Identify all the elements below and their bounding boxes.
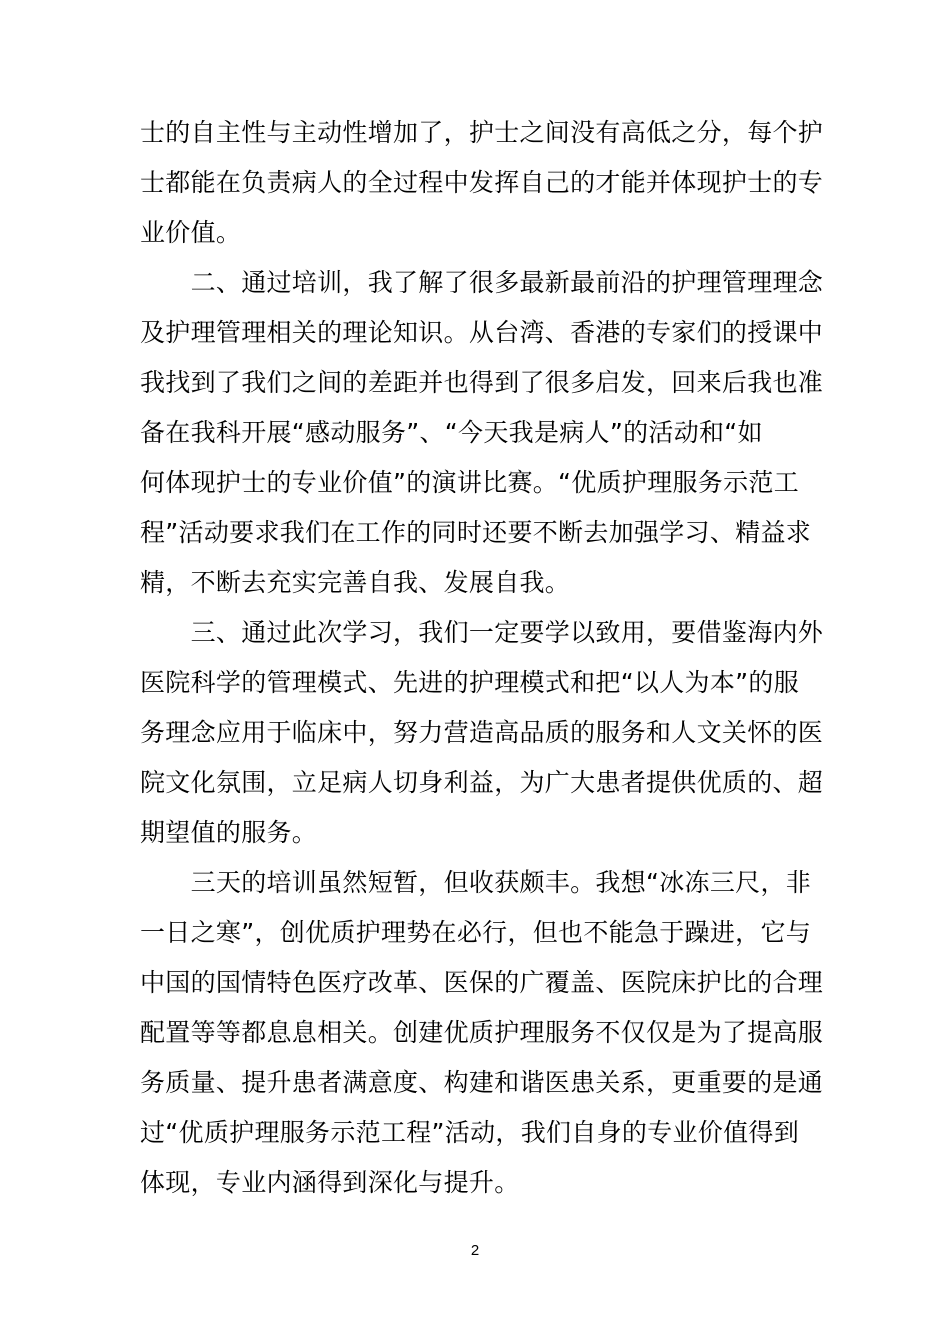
text-line: 二、通过培训，我了解了很多最新最前沿的护理管理理念 [140, 268, 824, 297]
text-line: 我找到了我们之间的差距并也得到了很多启发，回来后我也准 [140, 368, 824, 397]
text-line: 程”活动要求我们在工作的同时还要不断去加强学习、精益求 [140, 518, 812, 547]
text-line: 何体现护士的专业价值”的演讲比赛。“优质护理服务示范工 [140, 468, 800, 497]
text-line: 三天的培训虽然短暂，但收获颇丰。我想“冰冻三尺，非 [140, 868, 812, 897]
text-line: 过“优质护理服务示范工程”活动，我们自身的专业价值得到 [140, 1118, 800, 1147]
text-line: 配置等等都息息相关。创建优质护理服务不仅仅是为了提高服 [140, 1018, 824, 1047]
text-line: 院文化氛围，立足病人切身利益，为广大患者提供优质的、超 [140, 768, 824, 797]
page-number: 2 [470, 1242, 480, 1259]
text-line: 务理念应用于临床中，努力营造高品质的服务和人文关怀的医 [140, 718, 824, 747]
text-line: 士都能在负责病人的全过程中发挥自己的才能并体现护士的专 [140, 168, 824, 197]
text-line: 三、通过此次学习，我们一定要学以致用，要借鉴海内外 [140, 618, 824, 647]
text-line: 一日之寒”，创优质护理势在必行，但也不能急于躁进，它与 [140, 918, 812, 947]
text-line: 备在我科开展“感动服务”、“今天我是病人”的活动和“如 [140, 418, 763, 447]
text-line: 业价值。 [140, 218, 242, 247]
text-line: 期望值的服务。 [140, 818, 318, 847]
text-line: 医院科学的管理模式、先进的护理模式和把“以人为本”的服 [140, 668, 800, 697]
text-line: 务质量、提升患者满意度、构建和谐医患关系，更重要的是通 [140, 1068, 824, 1097]
text-line: 体现，专业内涵得到深化与提升。 [140, 1168, 520, 1197]
text-line: 士的自主性与主动性增加了，护士之间没有高低之分，每个护 [140, 118, 824, 147]
text-line: 及护理管理相关的理论知识。从台湾、香港的专家们的授课中 [140, 318, 824, 347]
text-line: 中国的国情特色医疗改革、医保的广覆盖、医院床护比的合理 [140, 968, 824, 997]
text-line: 精，不断去充实完善自我、发展自我。 [140, 568, 571, 597]
